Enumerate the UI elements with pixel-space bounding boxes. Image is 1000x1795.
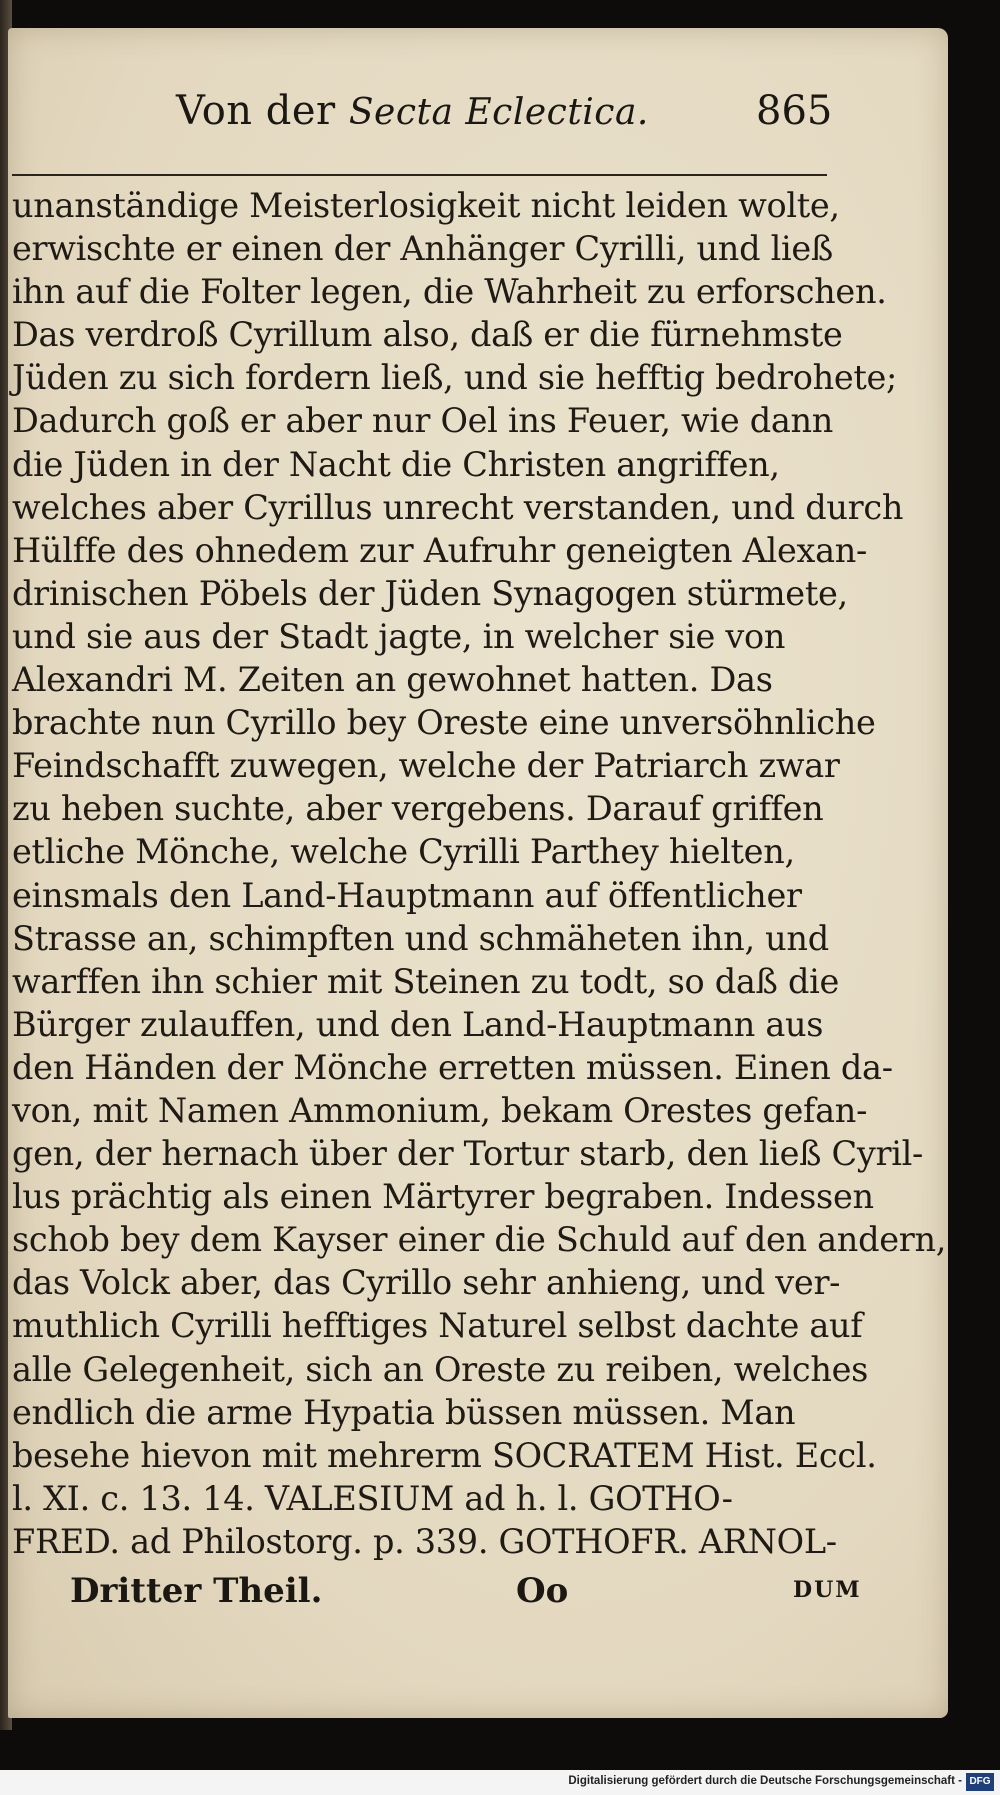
dfg-logo: DFG bbox=[966, 1773, 994, 1791]
text-line: und sie aus der Stadt jagte, in welcher sie von bbox=[12, 616, 786, 656]
text-line: gen, der hernach über der Tortur starb, den ließ Cyril- bbox=[12, 1134, 924, 1174]
text-line: Das verdroß Cyrillum also, daß er die fürnehmste bbox=[12, 315, 843, 355]
text-line: besehe hievon mit mehrerm SOCRATEM Hist. Eccl. bbox=[12, 1435, 877, 1475]
credit-text: Digitalisierung gefördert durch die Deutsche Forschungsgemeinschaft - bbox=[568, 1775, 962, 1787]
running-title-main: Von der bbox=[176, 88, 349, 134]
text-line: Bürger zulauffen, und den Land-Hauptmann aus bbox=[12, 1004, 824, 1044]
text-line: warffen ihn schier mit Steinen zu todt, so daß die bbox=[12, 961, 840, 1001]
text-line: etliche Mönche, welche Cyrilli Parthey hielten, bbox=[12, 832, 795, 872]
running-title-italic: Secta Eclectica. bbox=[348, 92, 649, 133]
text-line: von, mit Namen Ammonium, bekam Orestes gefan- bbox=[12, 1090, 868, 1130]
text-line: brachte nun Cyrillo bey Oreste eine unversöhnliche bbox=[12, 703, 876, 743]
text-line: lus prächtig als einen Märtyrer begraben. Indessen bbox=[12, 1177, 874, 1217]
text-line: drinischen Pöbels der Jüden Synagogen stürmete, bbox=[12, 573, 848, 613]
text-line: l. XI. c. 13. 14. VALESIUM ad h. l. GOTHO- bbox=[12, 1478, 733, 1518]
running-title bbox=[176, 88, 649, 134]
text-line: unanständige Meisterlosigkeit nicht leiden wolte, bbox=[12, 186, 840, 225]
part-label: Dritter Theil. bbox=[70, 1571, 323, 1611]
text-line: Alexandri M. Zeiten an gewohnet hatten. Das bbox=[12, 660, 773, 700]
text-line: muthlich Cyrilli hefftiges Naturel selbst dachte auf bbox=[12, 1306, 863, 1346]
signature-mark: Oo bbox=[516, 1571, 569, 1611]
text-line: welches aber Cyrillus unrecht verstanden, und durch bbox=[12, 487, 904, 527]
text-line: den Händen der Mönche erretten müssen. Einen da- bbox=[12, 1047, 893, 1087]
catchword: DUM bbox=[793, 1577, 862, 1603]
text-line: schob bey dem Kayser einer die Schuld auf den andern, bbox=[12, 1220, 947, 1260]
text-line: zu heben suchte, aber vergebens. Darauf griffen bbox=[12, 789, 824, 829]
page-header bbox=[8, 76, 948, 156]
text-line: das Volck aber, das Cyrillo sehr anhieng, und ver- bbox=[12, 1263, 841, 1303]
text-line: einsmals den Land-Hauptmann auf öffentlicher bbox=[12, 875, 802, 915]
text-line: Jüden zu sich fordern ließ, und sie hefftig bedrohete; bbox=[12, 358, 898, 398]
text-line: die Jüden in der Nacht die Christen angriffen, bbox=[12, 444, 780, 484]
header-rule bbox=[12, 174, 827, 176]
book-page bbox=[8, 28, 948, 1718]
text-line: FRED. ad Philostorg. p. 339. GOTHOFR. ARNOL- bbox=[12, 1521, 837, 1561]
text-line: Feindschafft zuwegen, welche der Patriarch zwar bbox=[12, 746, 840, 786]
body-text bbox=[12, 184, 947, 1563]
text-line: Dadurch goß er aber nur Oel ins Feuer, wie dann bbox=[12, 401, 834, 441]
page-footer bbox=[8, 1571, 948, 1621]
text-line: endlich die arme Hypatia büssen müssen. Man bbox=[12, 1392, 796, 1432]
text-line: Strasse an, schimpften und schmäheten ihn, und bbox=[12, 918, 829, 958]
text-line: alle Gelegenheit, sich an Oreste zu reiben, welches bbox=[12, 1349, 869, 1389]
text-line: erwischte er einen der Anhänger Cyrilli, und ließ bbox=[12, 229, 834, 269]
page-number: 865 bbox=[756, 88, 833, 134]
credit-bar bbox=[0, 1770, 1000, 1795]
text-line: Hülffe des ohnedem zur Aufruhr geneigten Alexan- bbox=[12, 530, 868, 570]
text-line: ihn auf die Folter legen, die Wahrheit zu erforschen. bbox=[12, 272, 887, 312]
